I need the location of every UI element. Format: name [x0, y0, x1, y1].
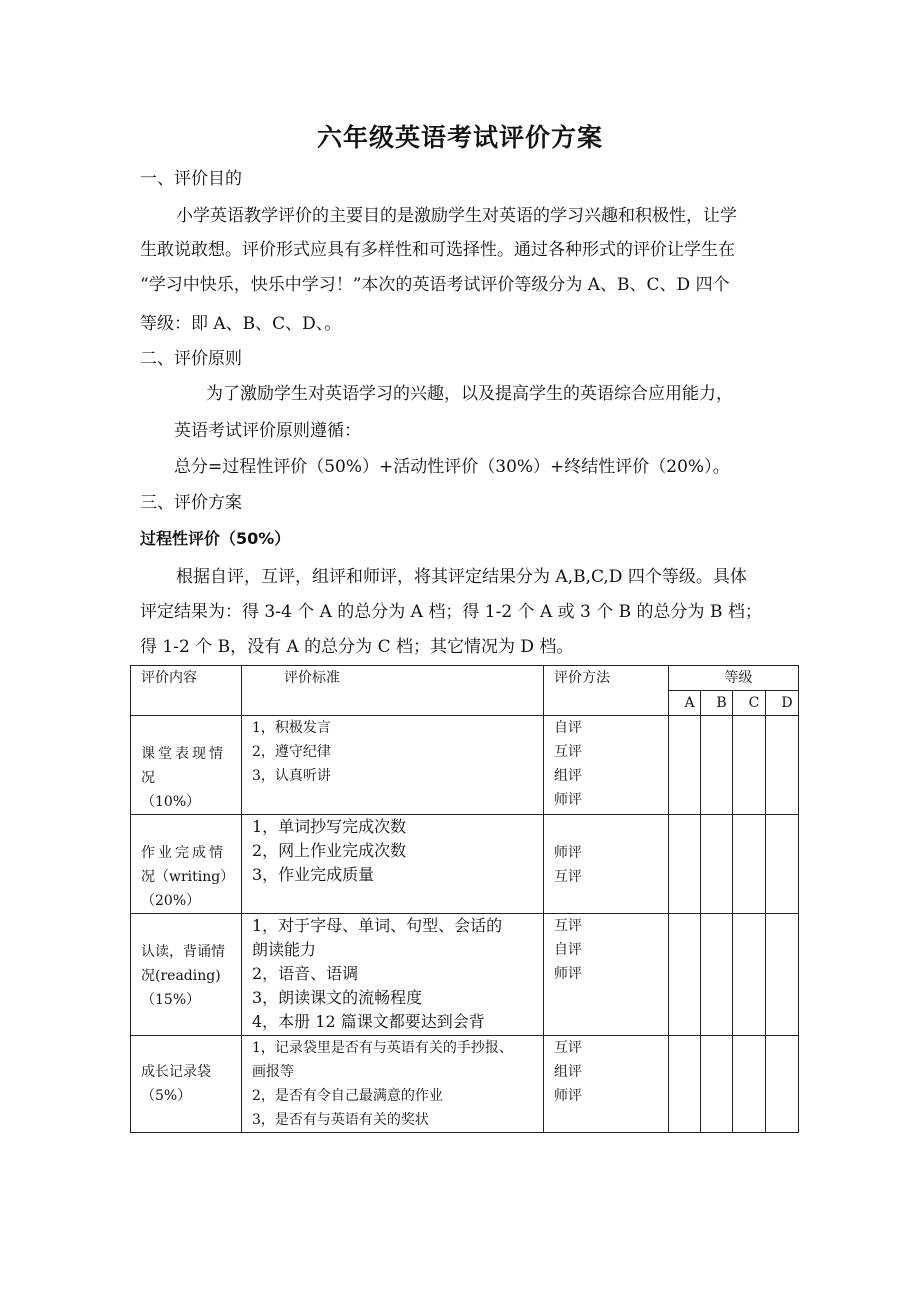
grade-d-header: D — [766, 691, 799, 716]
section-heading-purpose: 一、评价目的 — [140, 169, 242, 189]
row-method-cell: 自评 互评 组评 师评 — [544, 716, 669, 815]
table-row — [131, 1036, 799, 1133]
grade-a-cell — [669, 815, 701, 914]
grade-b-cell — [701, 716, 733, 815]
grade-d-cell — [766, 1036, 799, 1133]
grade-d-cell — [766, 716, 799, 815]
table-row — [131, 914, 799, 1036]
header-standard: 评价标准 — [242, 666, 544, 716]
section-heading-plan: 三、评价方案 — [140, 493, 242, 513]
header-grade: 等级 — [669, 666, 799, 691]
grade-b-cell — [701, 914, 733, 1036]
row-standard-cell: 1，记录袋里是否有与英语有关的手抄报、 画报等 2，是否有令自己最满意的作业 3，是否有与英语有关的奖状 — [242, 1036, 544, 1133]
paragraph-line: 为了激励学生对英语学习的兴趣，以及提高学生的英语综合应用能力， — [206, 384, 733, 404]
row-method-cell: 互评 组评 师评 — [544, 1036, 669, 1133]
grade-c-cell — [733, 716, 766, 815]
paragraph-line: 英语考试评价原则遵循： — [174, 421, 361, 441]
paragraph-line: 得 1-2 个 B，没有 A 的总分为 C 档；其它情况为 D 档。 — [140, 637, 574, 657]
row-method-cell: 互评 自评 师评 — [544, 914, 669, 1036]
header-content: 评价内容 — [131, 666, 242, 716]
row-content-cell: 成长记录袋 （5%） — [131, 1036, 242, 1133]
subsection-heading: 过程性评价（50%） — [140, 529, 291, 548]
table-row — [131, 815, 799, 914]
grade-c-cell — [733, 815, 766, 914]
paragraph-line: 评定结果为：得 3-4 个 A 的总分为 A 档；得 1-2 个 A 或 3 个 B 的总分为 B 档； — [140, 602, 762, 622]
row-standard-cell: 1，积极发言 2，遵守纪律 3，认真听讲 — [242, 716, 544, 815]
row-content-cell: 认读，背诵情 况(reading) （15%） — [131, 914, 242, 1036]
grade-c-header: C — [733, 691, 766, 716]
paragraph-line: 小学英语教学评价的主要目的是激励学生对英语的学习兴趣和积极性，让学 — [176, 206, 737, 226]
grade-b-header: B — [701, 691, 733, 716]
grade-d-cell — [766, 914, 799, 1036]
grade-a-cell — [669, 914, 701, 1036]
row-content-cell: 作业完成情 况（writing） （20%） — [131, 815, 242, 914]
header-method: 评价方法 — [544, 666, 669, 716]
paragraph-line: 等级：即 A、B、C、D、。 — [140, 314, 342, 334]
grade-a-cell — [669, 1036, 701, 1133]
table-header-row — [131, 666, 799, 691]
evaluation-table — [130, 665, 799, 1133]
paragraph-line: 生敢说敢想。评价形式应具有多样性和可选择性。通过各种形式的评价让学生在 — [140, 240, 735, 260]
grade-a-cell — [669, 716, 701, 815]
grade-a-header: A — [669, 691, 701, 716]
row-content-cell: 课堂表现情 况 （10%） — [131, 716, 242, 815]
section-heading-principle: 二、评价原则 — [140, 349, 242, 369]
formula-line: 总分=过程性评价（50%）+活动性评价（30%）+终结性评价（20%）。 — [174, 457, 730, 477]
page-title: 六年级英语考试评价方案 — [316, 123, 603, 152]
grade-c-cell — [733, 1036, 766, 1133]
row-standard-cell: 1，单词抄写完成次数 2，网上作业完成次数 3，作业完成质量 — [242, 815, 544, 914]
grade-b-cell — [701, 815, 733, 914]
row-standard-cell: 1，对于字母、单词、句型、会话的 朗读能力 2，语音、语调 3，朗读课文的流畅程度 4，本册 12 篇课文都要达到会背 — [242, 914, 544, 1036]
grade-d-cell — [766, 815, 799, 914]
paragraph-line: 根据自评，互评，组评和师评，将其评定结果分为 A,B,C,D 四个等级。具体 — [176, 567, 747, 587]
grade-b-cell — [701, 1036, 733, 1133]
paragraph-line: “学习中快乐，快乐中学习！”本次的英语考试评价等级分为 A、B、C、D 四个 — [140, 275, 730, 295]
table-row — [131, 716, 799, 815]
row-method-cell: 师评 互评 — [544, 815, 669, 914]
grade-c-cell — [733, 914, 766, 1036]
